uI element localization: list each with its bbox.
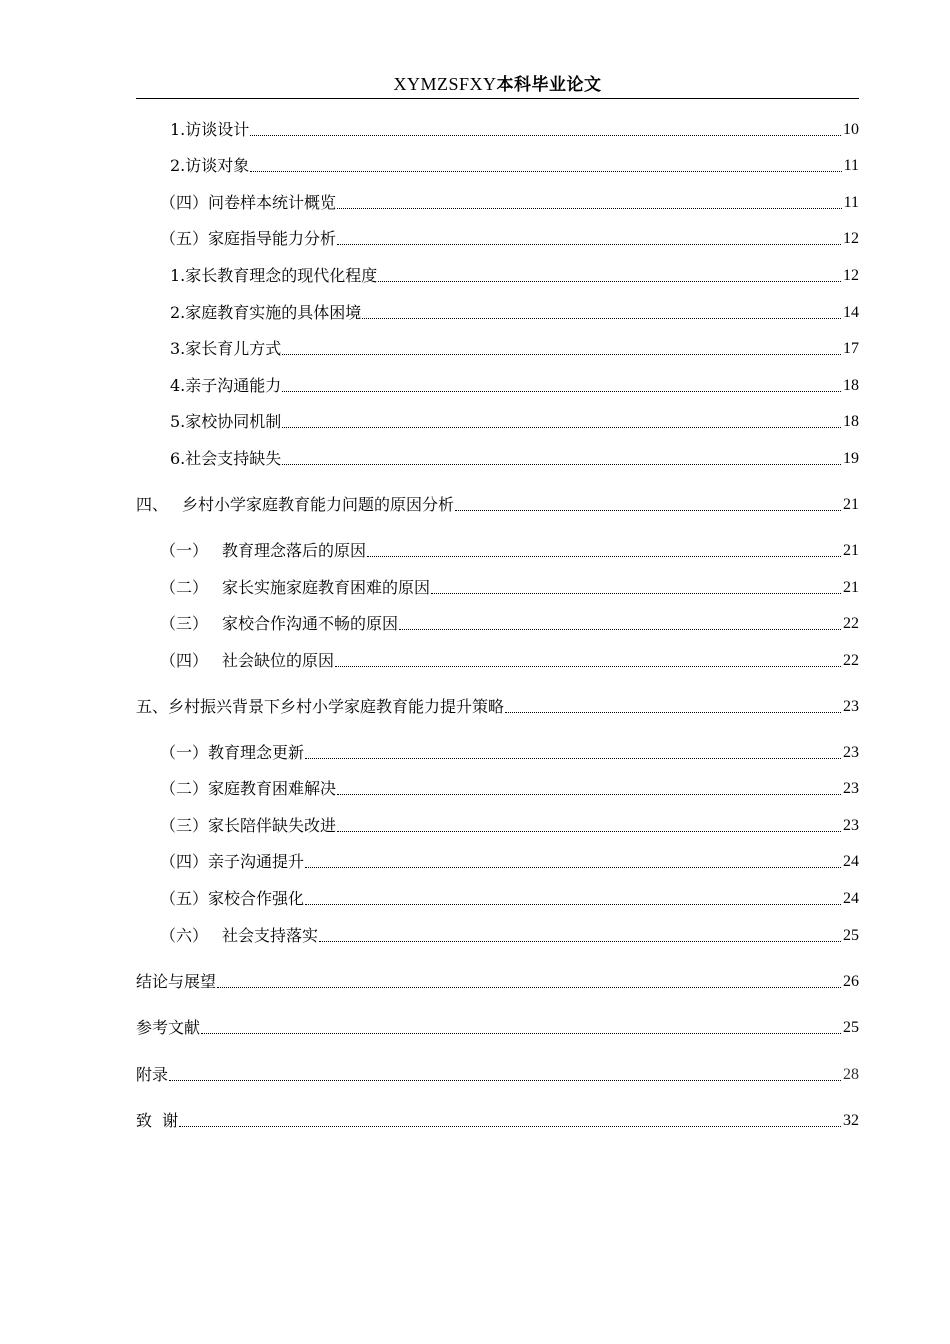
toc-entry-difficulty-resolution[interactable]	[136, 776, 859, 800]
toc-dot-leader	[399, 629, 841, 630]
toc-dot-leader	[282, 464, 841, 465]
toc-page-number: 14	[843, 304, 859, 321]
toc-entry-implementation-difficulties[interactable]	[136, 300, 859, 324]
toc-dot-leader	[505, 712, 841, 713]
toc-entry-text: 乡村小学家庭教育能力问题的原因分析	[182, 495, 455, 514]
toc-entry-parenting-style[interactable]	[136, 336, 859, 360]
toc-page-number: 22	[843, 652, 859, 669]
toc-page-number: 24	[843, 853, 859, 870]
toc-page-number: 11	[843, 194, 859, 211]
toc-entry-text: 社会支持落实	[222, 926, 319, 945]
toc-page-number: 12	[843, 230, 859, 247]
toc-entry-label: 4.亲子沟通能力	[170, 376, 282, 395]
toc-page-number: 25	[843, 927, 859, 944]
toc-page-number: 23	[843, 698, 859, 715]
toc-entry-label: 附录	[136, 1065, 169, 1084]
toc-entry-text: 家校合作沟通不畅的原因	[222, 614, 399, 633]
toc-dot-leader	[201, 1033, 841, 1034]
toc-entry-appendix[interactable]	[136, 1062, 859, 1086]
toc-dot-leader	[337, 831, 841, 832]
toc-entry-interview-design[interactable]	[136, 117, 859, 141]
toc-entry-reason-communication-blocked[interactable]	[136, 611, 859, 635]
toc-page-number: 10	[843, 121, 859, 138]
toc-entry-concept-update[interactable]	[136, 740, 859, 764]
toc-entry-label: 5.家校协同机制	[170, 412, 282, 431]
toc-entry-label: 6.社会支持缺失	[170, 449, 282, 468]
toc-dot-leader	[169, 1080, 841, 1081]
toc-entry-social-support-implementation[interactable]	[136, 923, 859, 947]
toc-entry-questionnaire-overview[interactable]	[136, 190, 859, 214]
toc-page-number: 23	[843, 817, 859, 834]
toc-dot-leader	[431, 593, 841, 594]
toc-page-number: 22	[843, 615, 859, 632]
toc-entry-text: 教育理念落后的原因	[222, 541, 367, 560]
toc-entry-label: 致 谢	[136, 1111, 179, 1130]
toc-entry-communication-improvement[interactable]	[136, 849, 859, 873]
toc-dot-leader	[319, 941, 841, 942]
toc-dot-leader	[305, 867, 841, 868]
toc-entry-social-support-lacking[interactable]	[136, 446, 859, 470]
toc-entry-label	[136, 540, 366, 562]
toc-entry-cooperation-strengthening[interactable]	[136, 886, 859, 910]
toc-entry-label: （一）教育理念更新	[160, 743, 305, 762]
toc-page-number: 12	[843, 267, 859, 284]
toc-page-number: 32	[843, 1112, 859, 1129]
toc-entry-label: （四）问卷样本统计概览	[160, 193, 337, 212]
toc-entry-number: （二）	[160, 578, 209, 597]
toc-entry-home-school-mechanism[interactable]	[136, 409, 859, 433]
toc-entry-number: 四、	[136, 495, 169, 514]
toc-entry-companionship-improvement[interactable]	[136, 813, 859, 837]
toc-entry-label: 五、乡村振兴背景下乡村小学家庭教育能力提升策略	[136, 697, 505, 716]
toc-entry-chapter-five[interactable]	[136, 694, 859, 718]
toc-entry-label: 3.家长育儿方式	[170, 339, 282, 358]
toc-dot-leader	[367, 556, 841, 557]
toc-page-number: 28	[843, 1066, 859, 1083]
toc-entry-label: （四）亲子沟通提升	[160, 852, 305, 871]
toc-entry-text: 社会缺位的原因	[222, 651, 335, 670]
toc-page-number: 18	[843, 413, 859, 430]
toc-page-number: 25	[843, 1019, 859, 1036]
toc-page-number: 26	[843, 973, 859, 990]
toc-dot-leader	[305, 758, 841, 759]
toc-entry-number: （一）	[160, 541, 209, 560]
toc-entry-number: （六）	[160, 926, 209, 945]
toc-dot-leader	[337, 244, 841, 245]
toc-dot-leader	[335, 666, 841, 667]
toc-entry-label: 2.家庭教育实施的具体困境	[170, 303, 362, 322]
toc-dot-leader	[378, 281, 841, 282]
toc-dot-leader	[282, 427, 841, 428]
toc-dot-leader	[337, 794, 841, 795]
toc-entry-label: （三）家长陪伴缺失改进	[160, 816, 337, 835]
toc-dot-leader	[250, 135, 841, 136]
toc-dot-leader	[250, 171, 841, 172]
toc-page-number: 21	[843, 496, 859, 513]
toc-entry-label: 2.访谈对象	[170, 156, 250, 175]
toc-page-number: 17	[843, 340, 859, 357]
toc-page-number: 21	[843, 542, 859, 559]
toc-entry-label	[136, 650, 334, 672]
toc-page-number: 19	[843, 450, 859, 467]
toc-entry-label: 参考文献	[136, 1018, 201, 1037]
toc-entry-label	[136, 613, 398, 635]
page-header	[136, 70, 859, 98]
toc-page-number: 21	[843, 579, 859, 596]
toc-entry-chapter-four[interactable]	[136, 492, 859, 516]
header-divider	[136, 98, 859, 99]
toc-entry-label: （二）家庭教育困难解决	[160, 779, 337, 798]
toc-page-number: 11	[843, 157, 859, 174]
toc-page-number: 24	[843, 890, 859, 907]
toc-entry-text: 家长实施家庭教育困难的原因	[222, 578, 431, 597]
toc-entry-reason-implementation-difficulty[interactable]	[136, 575, 859, 599]
toc-dot-leader	[217, 987, 841, 988]
toc-dot-leader	[282, 391, 841, 392]
toc-entry-family-guidance-analysis[interactable]	[136, 226, 859, 250]
toc-entry-label	[136, 494, 454, 516]
toc-entry-acknowledgements[interactable]	[136, 1108, 859, 1132]
toc-page-number: 23	[843, 780, 859, 797]
toc-entry-label: （五）家校合作强化	[160, 889, 305, 908]
toc-entry-label	[136, 925, 318, 947]
toc-entry-number: （四）	[160, 651, 209, 670]
toc-dot-leader	[179, 1126, 841, 1127]
toc-entry-conclusion[interactable]	[136, 969, 859, 993]
toc-page-number: 23	[843, 744, 859, 761]
toc-dot-leader	[305, 904, 841, 905]
toc-entry-references[interactable]	[136, 1015, 859, 1039]
toc-entry-parent-education-concept[interactable]	[136, 263, 859, 287]
toc-entry-label: 结论与展望	[136, 972, 217, 991]
toc-entry-label: （五）家庭指导能力分析	[160, 229, 337, 248]
toc-entry-label	[136, 577, 430, 599]
toc-entry-number: （三）	[160, 614, 209, 633]
header-title: 本科毕业论文	[496, 75, 602, 95]
toc-entry-label: 1.家长教育理念的现代化程度	[170, 266, 378, 285]
toc-entry-reason-concept-lagging[interactable]	[136, 538, 859, 562]
toc-entry-label: 1.访谈设计	[170, 120, 250, 139]
toc-dot-leader	[282, 354, 841, 355]
toc-dot-leader	[362, 318, 841, 319]
toc-entry-reason-social-absence[interactable]	[136, 648, 859, 672]
toc-dot-leader	[455, 510, 841, 511]
toc-dot-leader	[337, 208, 842, 209]
toc-entry-interview-subjects[interactable]	[136, 153, 859, 177]
header-school-code: XYMZSFXY	[393, 74, 497, 94]
toc-page-number: 18	[843, 377, 859, 394]
toc-entry-parent-child-communication[interactable]	[136, 373, 859, 397]
